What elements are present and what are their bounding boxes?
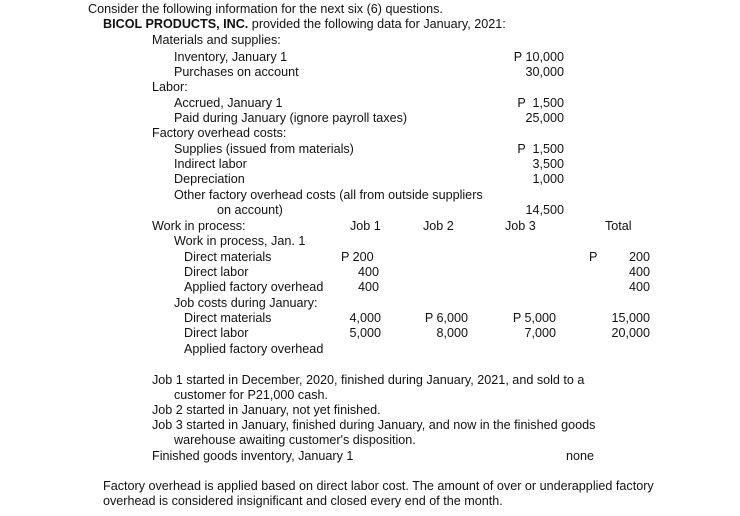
labor-accrued-label: Accrued, January 1 [174,96,283,110]
overhead-indirect-labor-amount: 3,500 [532,157,564,171]
finished-goods-value: none [566,449,595,463]
overhead-depreciation-label: Depreciation [174,172,245,186]
wip-jan1-dm-total: 200 [628,250,650,264]
note-job3-line2: warehouse awaiting customer's disposition. [174,433,416,447]
wip-costs-dm-label: Direct materials [184,311,272,325]
wip-costs-heading: Job costs during January: [174,296,318,310]
wip-costs-foh-label: Applied factory overhead [184,342,324,356]
materials-inventory-label: Inventory, January 1 [174,50,288,64]
overhead-other-label-line1: Other factory overhead costs (all from outside suppliers [174,188,483,202]
wip-costs-dm-total: 15,000 [611,311,650,325]
materials-inventory-amount: P 10,000 [513,50,564,64]
wip-jan1-dm-label: Direct materials [184,250,272,264]
intro-text: Consider the following information for the next six (6) questions. [88,2,443,16]
company-line-rest: provided the following data for January, 2021: [248,17,506,31]
company-line [103,17,506,32]
wip-jan1-heading: Work in process, Jan. 1 [174,234,306,248]
materials-purchases-label: Purchases on account [174,65,299,79]
wip-costs-dl-job1: 5,000 [349,326,381,340]
finished-goods-label: Finished goods inventory, January 1 [152,449,354,463]
wip-jan1-foh-label: Applied factory overhead [184,280,324,294]
labor-accrued-amount: P 1,500 [517,96,564,110]
overhead-depreciation-amount: 1,000 [532,172,564,186]
overhead-supplies-label: Supplies (issued from materials) [174,142,354,156]
wip-jan1-dm-job1: P 200 [341,250,374,264]
overhead-heading: Factory overhead costs: [152,126,287,140]
overhead-policy-note: Factory overhead is applied based on direct labor cost. The amount of over or underapplied factory overhead is considered insignificant and closed every end of the month. [103,479,654,508]
wip-costs-dl-job2: 8,000 [436,326,468,340]
wip-col-job2: Job 2 [423,219,454,233]
wip-costs-dm-job1: 4,000 [349,311,381,325]
labor-paid-label: Paid during January (ignore payroll taxes) [174,111,408,125]
note-job1-line1: Job 1 started in December, 2020, finished during January, 2021, and sold to a [152,373,585,387]
wip-costs-dl-total: 20,000 [611,326,650,340]
wip-jan1-dl-total: 400 [628,265,650,279]
wip-costs-dl-label: Direct labor [184,326,249,340]
wip-jan1-dl-label: Direct labor [184,265,249,279]
wip-col-total: Total [605,219,632,233]
wip-costs-dm-job2: P 6,000 [424,311,468,325]
wip-col-job3: Job 3 [505,219,536,233]
wip-costs-dm-job3: P 5,000 [512,311,556,325]
labor-paid-amount: 25,000 [525,111,564,125]
wip-costs-dl-job3: 7,000 [524,326,556,340]
wip-jan1-foh-total: 400 [628,280,650,294]
note-job2: Job 2 started in January, not yet finished. [152,403,381,417]
wip-jan1-foh-job1: 400 [358,280,380,294]
wip-col-job1: Job 1 [350,219,381,233]
overhead-supplies-amount: P 1,500 [517,142,564,156]
wip-heading: Work in process: [152,219,246,233]
wip-jan1-dm-total-prefix: P [589,250,598,264]
labor-heading: Labor: [152,80,188,94]
overhead-other-amount: 14,500 [525,203,564,217]
overhead-indirect-labor-label: Indirect labor [174,157,247,171]
materials-purchases-amount: 30,000 [525,65,564,79]
note-job1-line2: customer for P21,000 cash. [174,388,329,402]
note-job3-line1: Job 3 started in January, finished during January, and now in the finished goods [152,418,596,432]
wip-jan1-dl-job1: 400 [358,265,380,279]
overhead-other-label-line2: on account) [217,203,283,217]
materials-heading: Materials and supplies: [152,33,281,47]
company-name: BICOL PRODUCTS, INC. [103,17,249,31]
